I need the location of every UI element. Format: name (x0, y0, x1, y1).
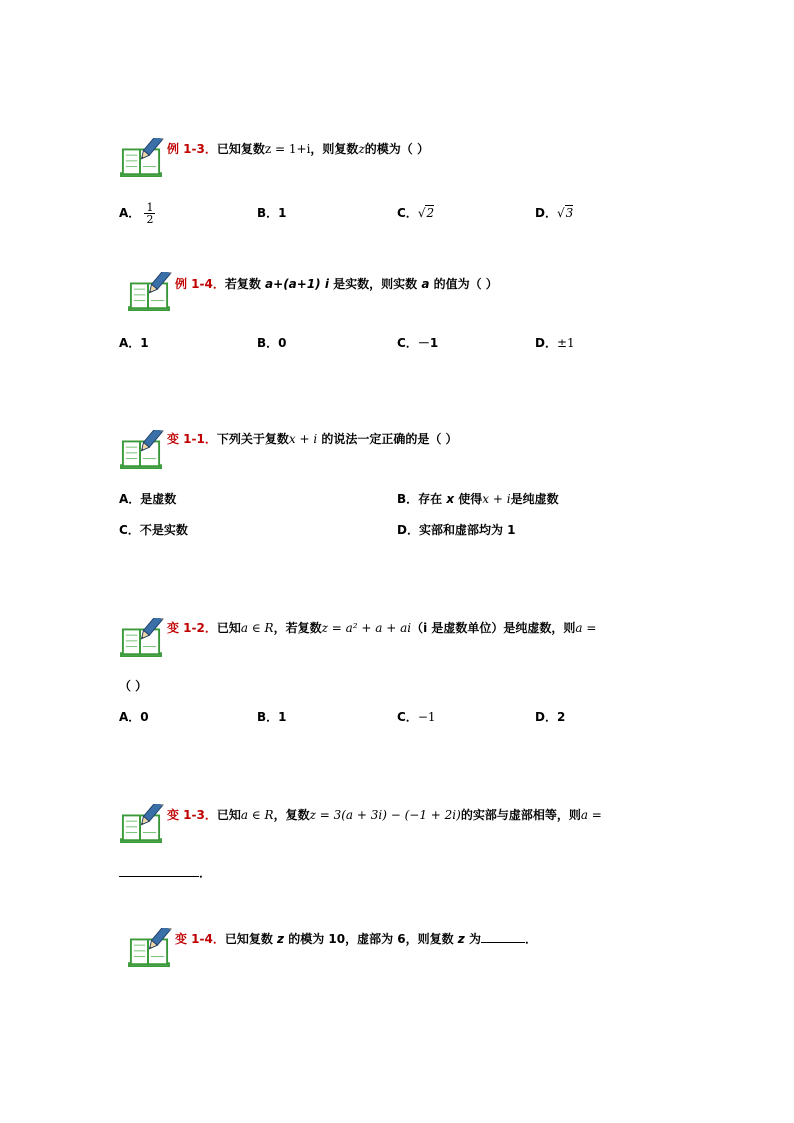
book-pencil-icon (118, 430, 164, 470)
book-pencil-icon (118, 618, 164, 658)
question-stem (167, 140, 429, 157)
math-expression: a+(a+1) i (265, 277, 329, 291)
math-expression: x + i (288, 432, 318, 446)
question-label: 变 1-3． (167, 808, 217, 822)
question-stem: 变 1-2．已知a ∈ R，若复数z = a² + a + ai（i 是虚数单位）是纯虚数，则a = (167, 621, 597, 635)
stem-text: ，则复数 (310, 142, 359, 156)
question-label: 变 1-4． (175, 932, 225, 946)
square-root: √3 (556, 206, 574, 220)
book-pencil-icon (126, 272, 172, 312)
book-pencil-icon (118, 804, 164, 844)
stem-text: 是实数，则实数 (328, 277, 422, 291)
question-stem: 变 1-4．已知复数 z 的模为 10，虚部为 6，则复数 z 为 ． (175, 932, 537, 946)
question-label: 例 1-4． (175, 277, 225, 291)
option-a: A．0 (119, 710, 149, 724)
option-letter: D． (535, 206, 557, 220)
question-label: 变 1-2． (167, 621, 217, 635)
fraction (144, 202, 155, 225)
answer-parentheses: （ ） (119, 679, 148, 693)
book-pencil-icon (118, 138, 164, 178)
math-variable: a (421, 277, 430, 291)
blank-line (481, 942, 525, 943)
option-letter: B． (257, 206, 279, 220)
blank-line (119, 876, 199, 877)
radicand: 3 (565, 206, 574, 220)
option-d (535, 204, 573, 221)
question-stem (175, 275, 498, 292)
option-c: C．不是实数 (119, 523, 188, 537)
question-stem (167, 430, 458, 447)
stem-text: 已知复数 (216, 142, 265, 156)
option-a: A．1 (119, 336, 149, 350)
option-b (257, 204, 287, 221)
option-c: C．−1 (397, 710, 436, 724)
square-root: √2 (417, 206, 435, 220)
question-stem: 变 1-3．已知a ∈ R，复数z = 3(a + 3i) − (−1 + 2i)的实部与虚部相等，则a = (167, 808, 602, 822)
answer-blank: ． (119, 864, 211, 881)
option-b: B．0 (257, 336, 287, 350)
stem-text: 的值为（ ） (429, 277, 498, 291)
question-label: 例 1-3． (167, 142, 217, 156)
option-b: B．存在 x 使得x + i是纯虚数 (397, 492, 559, 506)
book-pencil-icon (126, 928, 172, 968)
stem-text: 若复数 (224, 277, 266, 291)
option-letter: C． (397, 206, 418, 220)
option-d: D．±1 (535, 336, 575, 350)
stem-text: 的模为（ ） (364, 142, 429, 156)
option-a (119, 202, 155, 225)
option-d: D．2 (535, 710, 566, 724)
radicand: 2 (426, 206, 435, 220)
stem-text: 下列关于复数 (216, 432, 289, 446)
option-a: A．是虚数 (119, 492, 177, 506)
denominator: 2 (146, 213, 154, 226)
math-variable: z (358, 142, 365, 156)
option-c: C．－1 (397, 336, 439, 350)
option-d: D．实部和虚部均为 1 (397, 523, 516, 537)
option-value: 1 (278, 206, 287, 220)
question-label: 变 1-1． (167, 432, 217, 446)
numerator: 1 (146, 201, 154, 214)
math-expression: z = 1+i (264, 142, 311, 156)
stem-text: 的说法一定正确的是（ ） (317, 432, 458, 446)
option-c (397, 204, 434, 221)
option-letter: A． (119, 206, 141, 220)
option-b: B．1 (257, 710, 287, 724)
